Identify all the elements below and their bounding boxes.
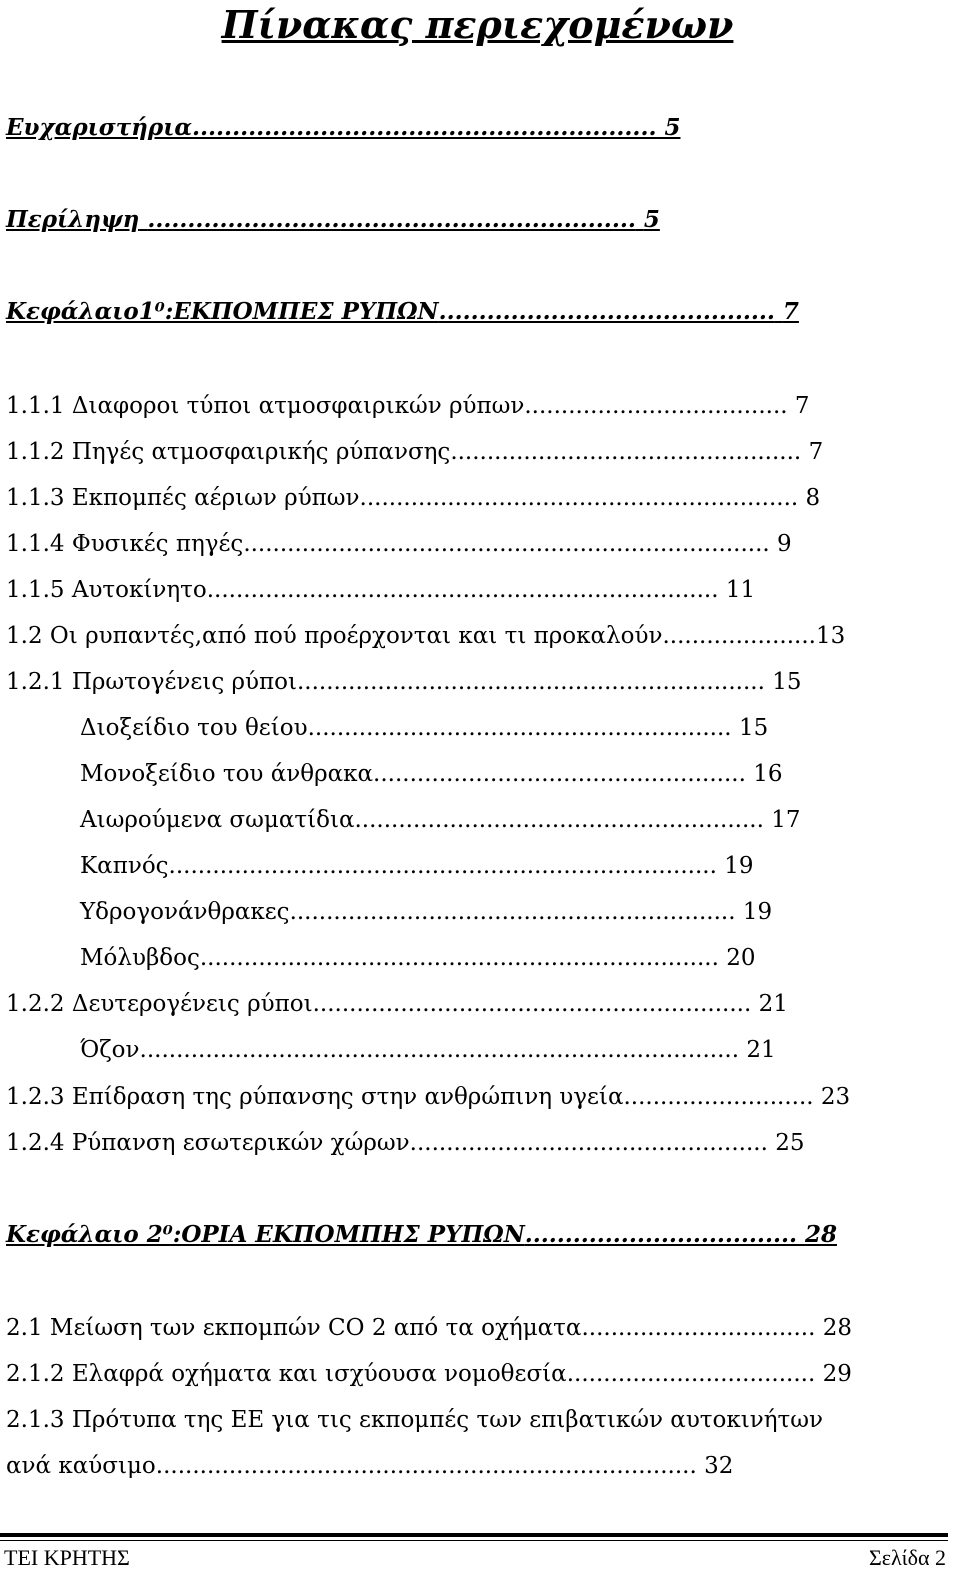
toc-entry-label: 1.1.5 Αυτοκίνητο [6, 577, 207, 603]
toc-page-number: 17 [771, 807, 801, 833]
toc-leader-dots: .................................... [524, 393, 788, 419]
toc-leader-dots: ................................ [581, 1315, 816, 1341]
page-title: Πίνακας περιεχομένων [221, 2, 734, 47]
toc-page-number: 8 [805, 485, 821, 511]
toc-leader-dots: ............................................................ [359, 485, 799, 511]
toc-entry-label: Μονοξείδιο του άνθρακα [80, 761, 374, 787]
toc-leader-dots: ................................................. [409, 1130, 768, 1156]
toc-sub-entry[interactable] [80, 807, 801, 833]
footer-divider-thick [0, 1533, 948, 1537]
toc-leader-dots: ........................................................................... [168, 853, 717, 879]
toc-entry-label: ανά καύσιμο [6, 1453, 156, 1479]
toc-entry[interactable] [6, 1407, 823, 1433]
toc-sub-entry[interactable] [80, 715, 768, 741]
toc-page-number: 15 [772, 669, 802, 695]
toc-entry-label: Μόλυβδος [80, 945, 200, 971]
toc-leader-dots: ........................................................ [354, 807, 764, 833]
toc-sub-entry[interactable] [80, 761, 783, 787]
toc-leader-dots: .......................................... [438, 298, 775, 325]
toc-entry-continuation[interactable] [6, 1453, 733, 1479]
toc-entry[interactable] [6, 393, 810, 419]
toc-leader-dots: .......................................................................... [155, 1453, 697, 1479]
toc-entry[interactable] [6, 439, 823, 465]
toc-page-number: 9 [777, 531, 792, 557]
footer-institution: ΤΕΙ ΚΡΗΤΗΣ [4, 1545, 130, 1570]
toc-entry-label: Ευχαριστήρια [6, 114, 193, 141]
toc-entry-label: 1.1.4 Φυσικές πηγές [6, 531, 244, 557]
toc-sub-entry[interactable] [80, 945, 756, 971]
toc-page-number: 19 [742, 899, 773, 925]
toc-entry-label: Κεφάλαιο1⁰:ΕΚΠΟΜΠΕΣ ΡΥΠΩΝ [6, 298, 439, 325]
toc-page-number: 11 [725, 577, 756, 603]
toc-entry-label: Κεφάλαιο 2⁰:ΟΡΙΑ ΕΚΠΟΜΠΗΣ ΡΥΠΩΝ [6, 1221, 525, 1248]
toc-leader-dots: ...................................................................... [206, 577, 719, 603]
toc-page-number: 29 [822, 1361, 852, 1387]
toc-chapter-entry[interactable] [6, 1221, 837, 1248]
toc-page-number: 20 [726, 945, 756, 971]
toc-entry-label: Όζον [80, 1037, 140, 1063]
toc-page-number: 19 [724, 853, 754, 879]
toc-leader-dots: ....................................................................... [199, 945, 719, 971]
toc-entry[interactable] [6, 531, 792, 557]
toc-page-number: 21 [746, 1037, 776, 1063]
toc-page-number: 5 [664, 114, 681, 141]
toc-leader-dots: .......................................................... [307, 715, 732, 741]
toc-entry[interactable] [6, 1361, 852, 1387]
toc-page-number: 7 [782, 298, 799, 325]
toc-entry[interactable] [6, 991, 788, 1017]
toc-leader-dots: ........................................................................ [243, 531, 770, 557]
toc-main-entry[interactable] [6, 114, 681, 141]
toc-sub-entry[interactable] [80, 899, 772, 925]
toc-main-entry[interactable] [6, 298, 799, 325]
toc-entry-label: Καπνός [80, 853, 169, 879]
toc-leader-dots: .......................................................... [192, 114, 657, 141]
toc-entry-label: Αιωρούμενα σωματίδια [80, 807, 355, 833]
toc-entry[interactable] [6, 669, 802, 695]
toc-entry[interactable] [6, 485, 820, 511]
toc-leader-dots: ................................................... [373, 761, 746, 787]
toc-entry-label: 1.2.3 Επίδραση της ρύπανσης στην ανθρώπινη υγεία [6, 1084, 624, 1110]
toc-entry-label: 2.1.2 Ελαφρά οχήματα και ισχύουσα νομοθεσία [6, 1361, 567, 1387]
toc-entry[interactable] [6, 1130, 804, 1156]
toc-page-number: 7 [808, 439, 824, 465]
toc-page-number: 23 [820, 1084, 851, 1110]
toc-page-number: 28 [822, 1315, 852, 1341]
toc-page-number: 16 [753, 761, 783, 787]
toc-leader-dots: ............................................................ [312, 991, 752, 1017]
toc-entry-label: 1.2 Οι ρυπαντές,από πού προέρχονται και τι προκαλούν [6, 623, 663, 649]
toc-entry-label: 1.2.2 Δευτερογένεις ρύποι [6, 991, 313, 1017]
toc-leader-dots: .................................. [566, 1361, 816, 1387]
toc-sub-entry[interactable] [80, 853, 753, 879]
toc-leader-dots: .................................. [524, 1221, 797, 1248]
toc-page-number: 21 [758, 991, 788, 1017]
toc-page-number: 25 [775, 1130, 805, 1156]
toc-entry[interactable] [6, 623, 845, 649]
toc-page-number: 5 [643, 206, 660, 233]
toc-entry-label: 1.1.3 Εκπομπές αέριων ρύπων [6, 485, 360, 511]
toc-entry-label: 2.1.3 Πρότυπα της ΕΕ για τις εκπομπές των επιβατικών αυτοκινήτων [6, 1407, 823, 1433]
toc-entry[interactable] [6, 1084, 850, 1110]
toc-entry-label: 1.1.1 Διαφοροι τύποι ατμοσφαιρικών ρύπων [6, 393, 525, 419]
toc-leader-dots: ................................................ [450, 439, 802, 465]
toc-entry-label: Υδρογονάνθρακες [80, 899, 290, 925]
toc-entry-label: 1.2.4 Ρύπανση εσωτερικών χώρων [6, 1130, 410, 1156]
footer-divider-thin [0, 1540, 948, 1541]
toc-leader-dots: ............................................................. [289, 899, 736, 925]
toc-entry[interactable] [6, 1315, 852, 1341]
toc-entry-label: Διοξείδιο του θείου [80, 715, 308, 741]
toc-leader-dots: .......................... [623, 1084, 814, 1110]
toc-page-number: 13 [816, 623, 846, 649]
toc-main-entry[interactable] [6, 206, 660, 233]
footer-page-number: Σελίδα 2 [868, 1545, 946, 1570]
toc-entry[interactable] [6, 577, 755, 603]
toc-entry-label: Περίληψη [6, 206, 140, 233]
toc-leader-dots: ..................... [662, 623, 816, 649]
toc-entry-label: 2.1 Μείωση των εκπομπών CO 2 από τα οχήματα [6, 1315, 582, 1341]
toc-leader-dots: ................................................................ [297, 669, 765, 695]
toc-entry-label: 1.2.1 Πρωτογένεις ρύποι [6, 669, 297, 695]
toc-entry-label: 1.1.2 Πηγές ατμοσφαιρικής ρύπανσης [6, 439, 451, 465]
toc-page-number: 7 [794, 393, 810, 419]
toc-leader-dots: ............................................................. [147, 206, 636, 233]
toc-page-number: 28 [804, 1221, 837, 1248]
toc-leader-dots: .................................................................................. [139, 1037, 740, 1063]
toc-sub-entry[interactable] [80, 1037, 776, 1063]
toc-page-number: 15 [738, 715, 769, 741]
toc-page-number: 32 [704, 1453, 734, 1479]
